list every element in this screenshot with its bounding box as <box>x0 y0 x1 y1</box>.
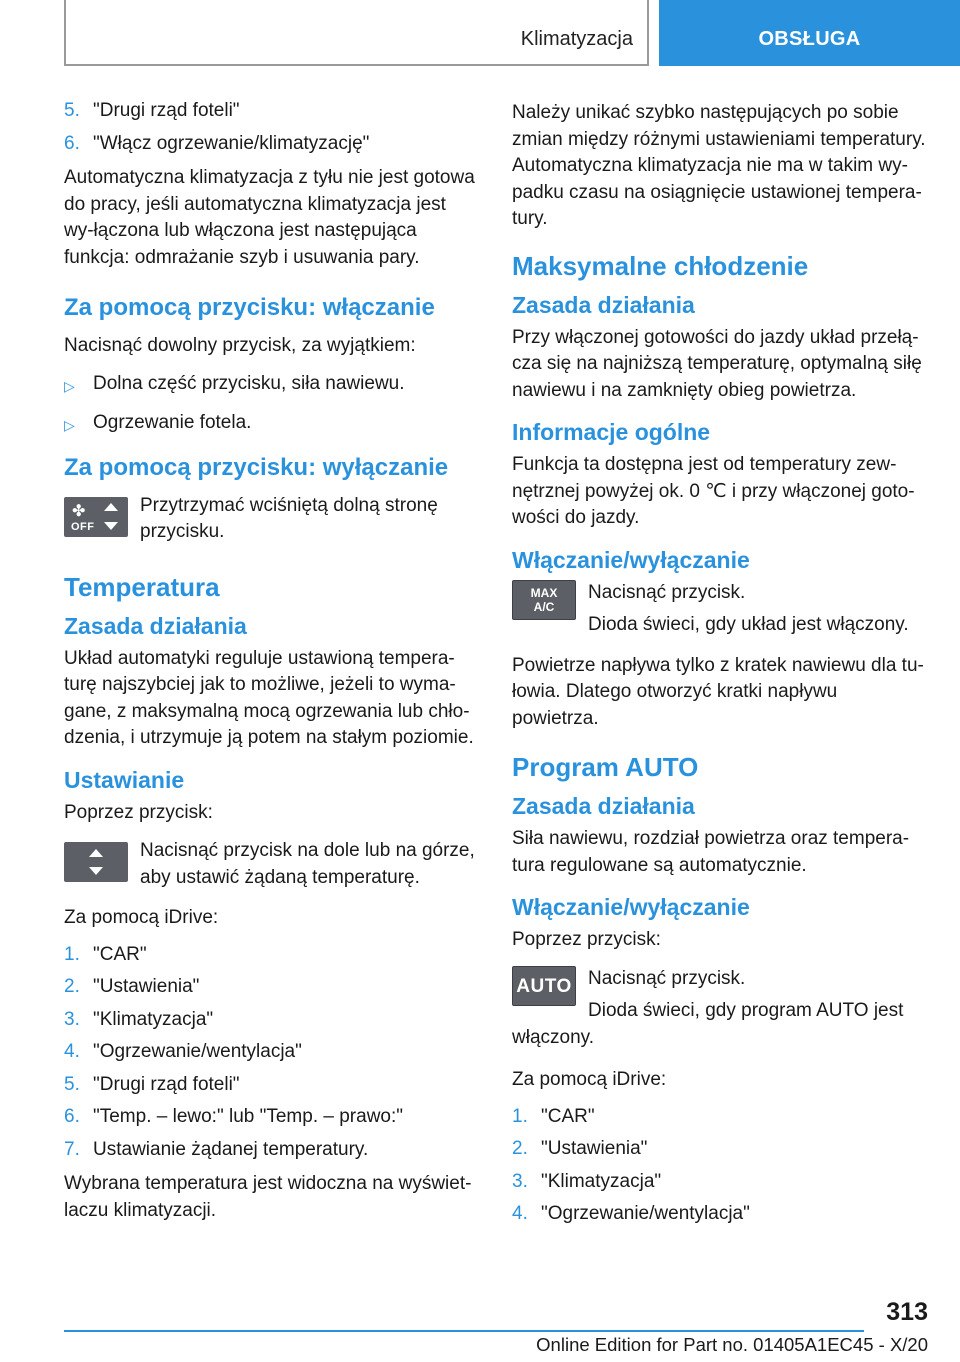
list-item: 2. "Ustawienia" <box>64 976 200 997</box>
list-item: ▷ Dolna część przycisku, siła nawiewu. <box>64 372 478 398</box>
ustawianie-paragraph: Poprzez przycisk: <box>64 801 213 823</box>
arrow-down-icon <box>89 867 103 875</box>
heading-informacje-ogolne: Informacje ogólne <box>512 419 711 445</box>
arrow-up-icon <box>89 849 103 857</box>
list-item: 6. "Temp. – lewo:" lub "Temp. – prawo:" <box>64 1106 404 1127</box>
heading-maksymalne-chlodzenie: Maksymalne chłodzenie <box>512 250 809 281</box>
idrive-paragraph: Za pomocą iDrive: <box>512 1069 667 1090</box>
max-ac-button-icon: MAX A/C <box>512 580 576 620</box>
arrow-down-icon <box>104 522 118 530</box>
triangle-bullet-icon: ▷ <box>64 416 75 433</box>
list-item: 5. "Drugi rząd foteli" <box>64 1073 240 1095</box>
list-item: 1. "CAR" <box>64 943 147 965</box>
air-paragraph: Powietrze napływa tylko z kratek nawiewu dla tu-łowia. Dlatego otworzyć kratki napływu powietrza. <box>512 654 924 729</box>
fan-off-button-icon: ✤ OFF <box>64 497 128 537</box>
list-item: 4. "Ogrzewanie/wentylacja" <box>512 1203 750 1224</box>
section-tab <box>64 0 649 66</box>
top-step-list <box>64 100 478 155</box>
right-intro-paragraph: Należy unikać szybko następujących po sobie zmian między różnymi ustawieniami temperatury. Automatyczna klimatyzacja nie ma w takim wy-padku czasu na osiągnięcie ustawionej tempera-tury. <box>512 102 926 229</box>
fan-icon: ✤ <box>72 502 86 520</box>
list-item: 6. "Włącz ogrzewanie/klimatyzację" <box>64 132 370 154</box>
page-number: 313 <box>886 1298 928 1326</box>
list-item: 3. "Klimatyzacja" <box>64 1008 214 1030</box>
heading-zasada-dzialania: Zasada działania <box>512 291 695 318</box>
right-column <box>512 100 928 1236</box>
list-item: 4. "Ogrzewanie/wentylacja" <box>64 1041 302 1062</box>
auto-instruction: AUTO Nacisnąć przycisk. Dioda świeci, gdy program AUTO jest <box>512 966 928 1025</box>
temperature-button-icon <box>64 842 128 882</box>
idrive-paragraph: Za pomocą iDrive: <box>64 907 219 928</box>
auto-continuation: włączony. <box>512 1026 595 1048</box>
list-item: 7. Ustawianie żądanej temperatury. <box>64 1138 369 1160</box>
heading-wlaczanie-wylaczanie: Włączanie/wyłączanie <box>512 894 750 920</box>
heading-button-on: Za pomocą przycisku: włączanie <box>64 294 435 321</box>
heading-ustawianie: Ustawianie <box>64 766 185 793</box>
list-item: 2. "Ustawienia" <box>512 1138 648 1159</box>
arrow-up-icon <box>104 503 118 511</box>
idrive-step-list <box>64 944 478 1161</box>
footer-edition: Online Edition for Part no. 01405A1EC45 - X/20 <box>536 1334 928 1355</box>
list-item: 5. "Drugi rząd foteli" <box>64 100 240 121</box>
final-paragraph: Wybrana temperatura jest widoczna na wyświet-laczu klimatyzacji. <box>64 1173 472 1221</box>
info-paragraph: Funkcja ta dostępna jest od temperatury zew-nętrznej powyżej ok. 0 ℃ i przy włączonej goto-wości do jazdy. <box>512 454 915 528</box>
chapter-title: OBSŁUGA <box>659 0 960 66</box>
heading-button-off: Za pomocą przycisku: wyłączanie <box>64 453 449 481</box>
left-column <box>64 100 478 1236</box>
intro-paragraph: Automatyczna klimatyzacja z tyłu nie jest gotowa do pracy, jeśli automatyczna klimatyzacja jest wy-łączona lub włączona jest następująca funkcja: odmrażanie szyb i usuwania pary. <box>64 167 475 268</box>
list-item: ▷ Ogrzewanie fotela. <box>64 411 478 437</box>
maxac-instruction: MAX A/C Nacisnąć przycisk. Dioda świeci, gdy układ jest włączony. <box>512 580 928 639</box>
footer-divider <box>64 1330 864 1332</box>
zasada3-paragraph: Siła nawiewu, rozdział powietrza oraz tempera-tura regulowane są automatycznie. <box>512 828 910 876</box>
list-item: 3. "Klimatyzacja" <box>512 1170 662 1192</box>
triangle-bullet-icon: ▷ <box>64 377 75 394</box>
temperature-instruction: Nacisnąć przycisk na dole lub na górze, aby ustawić żądaną temperaturę. <box>64 838 478 891</box>
on-paragraph: Nacisnąć dowolny przycisk, za wyjątkiem: <box>64 335 416 356</box>
auto-paragraph: Poprzez przycisk: <box>512 929 661 950</box>
idrive-step-list <box>512 1106 928 1226</box>
fan-off-instruction: ✤ OFF Przytrzymać wciśniętą dolną stronę przycisku. <box>64 493 478 546</box>
list-item: 1. "CAR" <box>512 1105 595 1127</box>
heading-wlaczanie-wylaczanie: Włączanie/wyłączanie <box>512 546 750 573</box>
zasada2-paragraph: Przy włączonej gotowości do jazdy układ przełą-cza się na najniższą temperaturę, optymalną siłę nawiewu i na zamknięty obieg powietrza. <box>512 326 922 401</box>
heading-temperatura: Temperatura <box>64 571 220 602</box>
heading-zasada-dzialania: Zasada działania <box>64 612 247 639</box>
on-bullet-list <box>64 372 478 437</box>
page-header <box>0 0 960 66</box>
heading-zasada-dzialania: Zasada działania <box>512 793 695 819</box>
heading-program-auto: Program AUTO <box>512 752 699 782</box>
auto-button-icon: AUTO <box>512 966 576 1006</box>
section-title: Klimatyzacja <box>520 28 633 50</box>
zasada-paragraph: Układ automatyki reguluje ustawioną tempera-turę najszybciej jak to możliwe, jeżeli to wyma-gane, z maksymalną mocą ogrzewania lub chło-dzenia, i utrzymuje ją potem na stałym poziomie. <box>64 647 474 748</box>
